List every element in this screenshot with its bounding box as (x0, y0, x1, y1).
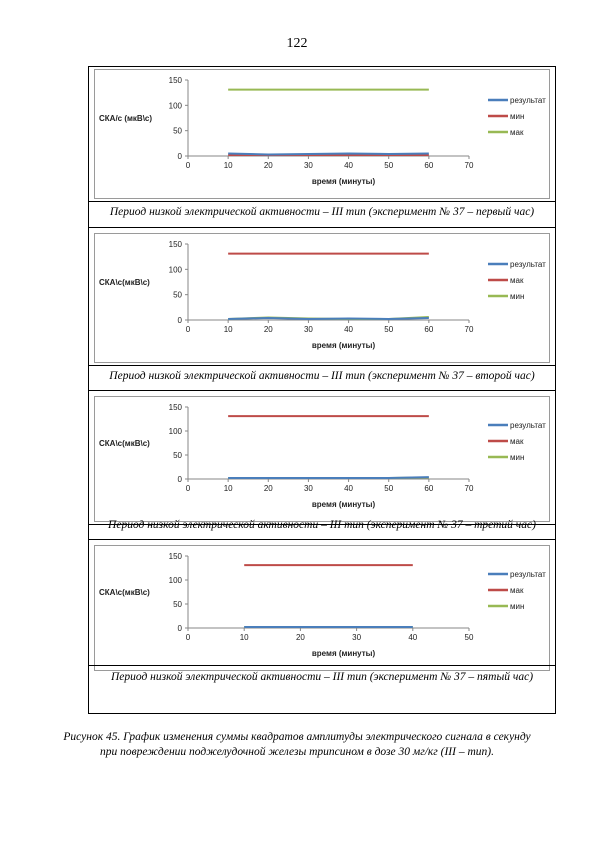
x-tick-label: 40 (344, 325, 354, 334)
figure-table (88, 66, 556, 714)
x-tick-label: 0 (185, 161, 191, 170)
y-tick-label: 100 (168, 101, 182, 111)
chart-cell-3 (89, 390, 555, 525)
chart-caption-2: Период низкой электрической активности – III тип (эксперимент № 37 – второй час) (109, 370, 535, 382)
y-axis-title: СКА\с(мкВ\с) (99, 439, 150, 448)
x-tick-label: 40 (344, 484, 354, 493)
chart-frame-1 (94, 69, 550, 199)
y-tick-label: 50 (173, 126, 182, 136)
chart-cell-1 (89, 67, 555, 202)
legend-label: мин (510, 602, 525, 611)
legend-label: мак (510, 437, 524, 446)
x-tick-label: 20 (263, 484, 273, 493)
y-axis-title: СКА/с (мкВ\с) (99, 114, 153, 123)
x-tick-label: 10 (239, 633, 249, 642)
legend-label: результат (510, 96, 546, 105)
x-tick-label: 40 (344, 161, 354, 170)
x-tick-label: 40 (408, 633, 418, 642)
legend-label: мак (510, 128, 524, 137)
y-tick-label: 50 (173, 451, 182, 460)
legend-label: мин (510, 292, 525, 301)
y-tick-label: 50 (173, 290, 182, 300)
y-tick-label: 150 (168, 240, 182, 249)
x-tick-label: 0 (185, 633, 191, 642)
y-tick-label: 150 (168, 76, 182, 85)
chart-frame-4 (94, 545, 550, 671)
y-axis-title: СКА\с(мкВ\с) (99, 588, 150, 597)
x-tick-label: 50 (384, 161, 394, 170)
x-tick-label: 20 (263, 161, 273, 170)
chart-caption-3: Период низкой электрической активности – III тип (эксперимент № 37 – третий час) (108, 519, 536, 531)
chart-svg-1 (95, 70, 549, 198)
x-tick-label: 50 (384, 325, 394, 334)
chart-svg-4 (95, 546, 549, 670)
y-tick-label: 150 (168, 552, 182, 561)
x-tick-label: 30 (352, 633, 362, 642)
x-tick-label: 10 (223, 325, 233, 334)
chart-svg-3 (95, 397, 549, 521)
x-tick-label: 50 (464, 633, 474, 642)
series-line-1 (228, 318, 429, 319)
chart-cell-2 (89, 227, 555, 366)
x-axis-title: время (минуты) (311, 649, 376, 658)
x-tick-label: 60 (424, 484, 434, 493)
x-tick-label: 30 (303, 484, 313, 493)
x-tick-label: 20 (295, 633, 305, 642)
caption-divider (89, 665, 555, 666)
y-tick-label: 100 (168, 427, 182, 436)
x-axis-title: время (минуты) (311, 177, 376, 186)
chart-frame-2 (94, 233, 550, 363)
figure-caption: Рисунок 45. График изменения суммы квадратов амплитуды электрического сигнала в секунду при повреждении поджелудочной железы трипсином в дозе 30 мг/кг (III – тип). (63, 731, 531, 758)
x-tick-label: 70 (464, 325, 474, 334)
x-tick-label: 30 (303, 161, 313, 170)
legend-label: результат (510, 421, 546, 430)
y-tick-label: 100 (168, 576, 182, 585)
legend-label: мин (510, 453, 525, 462)
y-tick-label: 0 (177, 152, 182, 161)
y-tick-label: 0 (177, 624, 182, 633)
x-tick-label: 30 (303, 325, 313, 334)
x-tick-label: 60 (424, 161, 434, 170)
chart-caption-4: Период низкой электрической активности – III тип (эксперимент № 37 – пятый час) (110, 671, 534, 683)
x-axis-title: время (минуты) (311, 500, 376, 509)
x-tick-label: 0 (185, 484, 191, 493)
legend-label: мин (510, 112, 525, 121)
y-tick-label: 0 (177, 475, 182, 484)
chart-frame-3 (94, 396, 550, 522)
legend-label: мак (510, 276, 524, 285)
chart-caption-1: Период низкой электрической активности – III тип (эксперимент № 37 – первый час) (109, 206, 535, 218)
x-tick-label: 0 (185, 325, 191, 334)
series-line-1 (228, 153, 429, 154)
legend-label: результат (510, 260, 546, 269)
y-axis-title: СКА\с(мкВ\с) (99, 278, 150, 287)
legend-label: мак (510, 586, 524, 595)
series-line-1 (228, 477, 429, 478)
page-number: 122 (286, 36, 308, 51)
legend-label: результат (510, 570, 546, 579)
chart-svg-2 (95, 234, 549, 362)
y-tick-label: 0 (177, 316, 182, 325)
x-tick-label: 70 (464, 161, 474, 170)
y-tick-label: 50 (173, 600, 182, 609)
y-tick-label: 100 (168, 265, 182, 275)
x-tick-label: 10 (223, 161, 233, 170)
x-tick-label: 60 (424, 325, 434, 334)
x-tick-label: 20 (263, 325, 273, 334)
x-tick-label: 50 (384, 484, 394, 493)
x-tick-label: 70 (464, 484, 474, 493)
y-tick-label: 150 (168, 403, 182, 412)
x-tick-label: 10 (223, 484, 233, 493)
x-axis-title: время (минуты) (311, 341, 376, 350)
